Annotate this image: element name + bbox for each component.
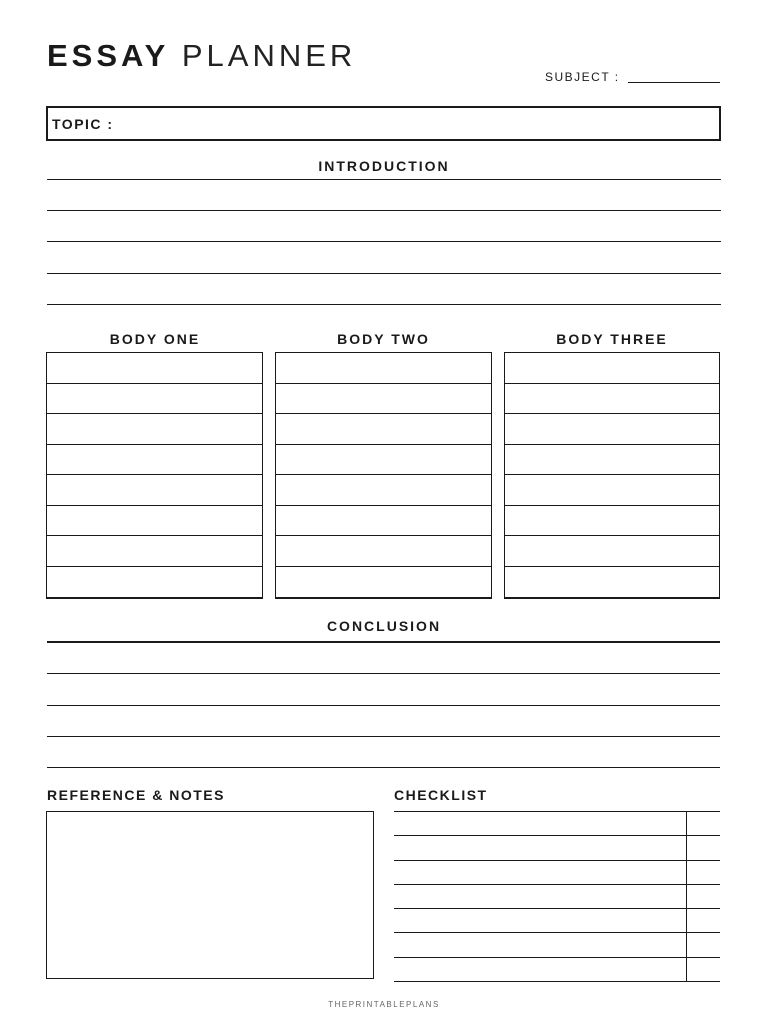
footer-brand: THEPRINTABLEPLANS — [328, 1000, 440, 1009]
introduction-line[interactable] — [47, 179, 721, 180]
body-one-row[interactable] — [47, 567, 262, 598]
body-three-row[interactable] — [505, 506, 719, 537]
checklist-row[interactable] — [394, 933, 720, 957]
checklist[interactable] — [394, 811, 720, 982]
checklist-row[interactable] — [394, 836, 720, 860]
conclusion-heading: CONCLUSION — [326, 618, 442, 634]
body-two-row[interactable] — [276, 475, 491, 506]
body-three-heading: BODY THREE — [556, 331, 668, 347]
subject-input-line[interactable] — [628, 82, 720, 83]
title-bold: ESSAY — [47, 38, 170, 73]
introduction-line[interactable] — [47, 210, 721, 211]
body-two-row[interactable] — [276, 536, 491, 567]
body-three-row[interactable] — [505, 567, 719, 598]
subject-label: SUBJECT : — [545, 70, 620, 84]
conclusion-line[interactable] — [47, 736, 720, 737]
body-three-row[interactable] — [505, 384, 719, 415]
body-three-row[interactable] — [505, 536, 719, 567]
checklist-row[interactable] — [394, 909, 720, 933]
topic-label: TOPIC : — [52, 116, 114, 132]
body-three-row[interactable] — [505, 445, 719, 476]
checklist-row[interactable] — [394, 885, 720, 909]
body-one-row[interactable] — [47, 506, 262, 537]
body-one-row[interactable] — [47, 536, 262, 567]
body-one-row[interactable] — [47, 475, 262, 506]
conclusion-line[interactable] — [47, 673, 720, 674]
title-light: PLANNER — [181, 38, 357, 73]
body-one-row[interactable] — [47, 445, 262, 476]
conclusion-line[interactable] — [47, 705, 720, 706]
checkbox-cell[interactable] — [686, 885, 687, 908]
introduction-line[interactable] — [47, 304, 721, 305]
checkbox-cell[interactable] — [686, 958, 687, 981]
checklist-row[interactable] — [394, 861, 720, 885]
body-one-row[interactable] — [47, 414, 262, 445]
topic-field[interactable] — [46, 106, 721, 141]
body-one-box[interactable] — [46, 352, 263, 599]
body-three-row[interactable] — [505, 353, 719, 384]
introduction-heading: INTRODUCTION — [318, 158, 450, 174]
body-three-row[interactable] — [505, 414, 719, 445]
body-two-row[interactable] — [276, 384, 491, 415]
checkbox-cell[interactable] — [686, 812, 687, 835]
introduction-line[interactable] — [47, 273, 721, 274]
checklist-heading: CHECKLIST — [394, 787, 488, 803]
checklist-row[interactable] — [394, 812, 720, 836]
body-two-box[interactable] — [275, 352, 492, 599]
body-two-row[interactable] — [276, 414, 491, 445]
conclusion-line[interactable] — [47, 767, 720, 768]
body-two-row[interactable] — [276, 445, 491, 476]
body-two-row[interactable] — [276, 506, 491, 537]
conclusion-line[interactable] — [47, 641, 720, 643]
checkbox-cell[interactable] — [686, 836, 687, 859]
notes-box[interactable] — [46, 811, 374, 979]
page-title — [47, 38, 356, 74]
checkbox-cell[interactable] — [686, 909, 687, 932]
body-three-row[interactable] — [505, 475, 719, 506]
checklist-row[interactable] — [394, 958, 720, 982]
body-three-box[interactable] — [504, 352, 720, 599]
checkbox-cell[interactable] — [686, 933, 687, 956]
body-one-heading: BODY ONE — [109, 331, 201, 347]
body-two-row[interactable] — [276, 353, 491, 384]
introduction-line[interactable] — [47, 241, 721, 242]
checkbox-cell[interactable] — [686, 861, 687, 884]
body-one-row[interactable] — [47, 384, 262, 415]
body-two-row[interactable] — [276, 567, 491, 598]
body-two-heading: BODY TWO — [337, 331, 430, 347]
body-one-row[interactable] — [47, 353, 262, 384]
notes-heading: REFERENCE & NOTES — [47, 787, 225, 803]
